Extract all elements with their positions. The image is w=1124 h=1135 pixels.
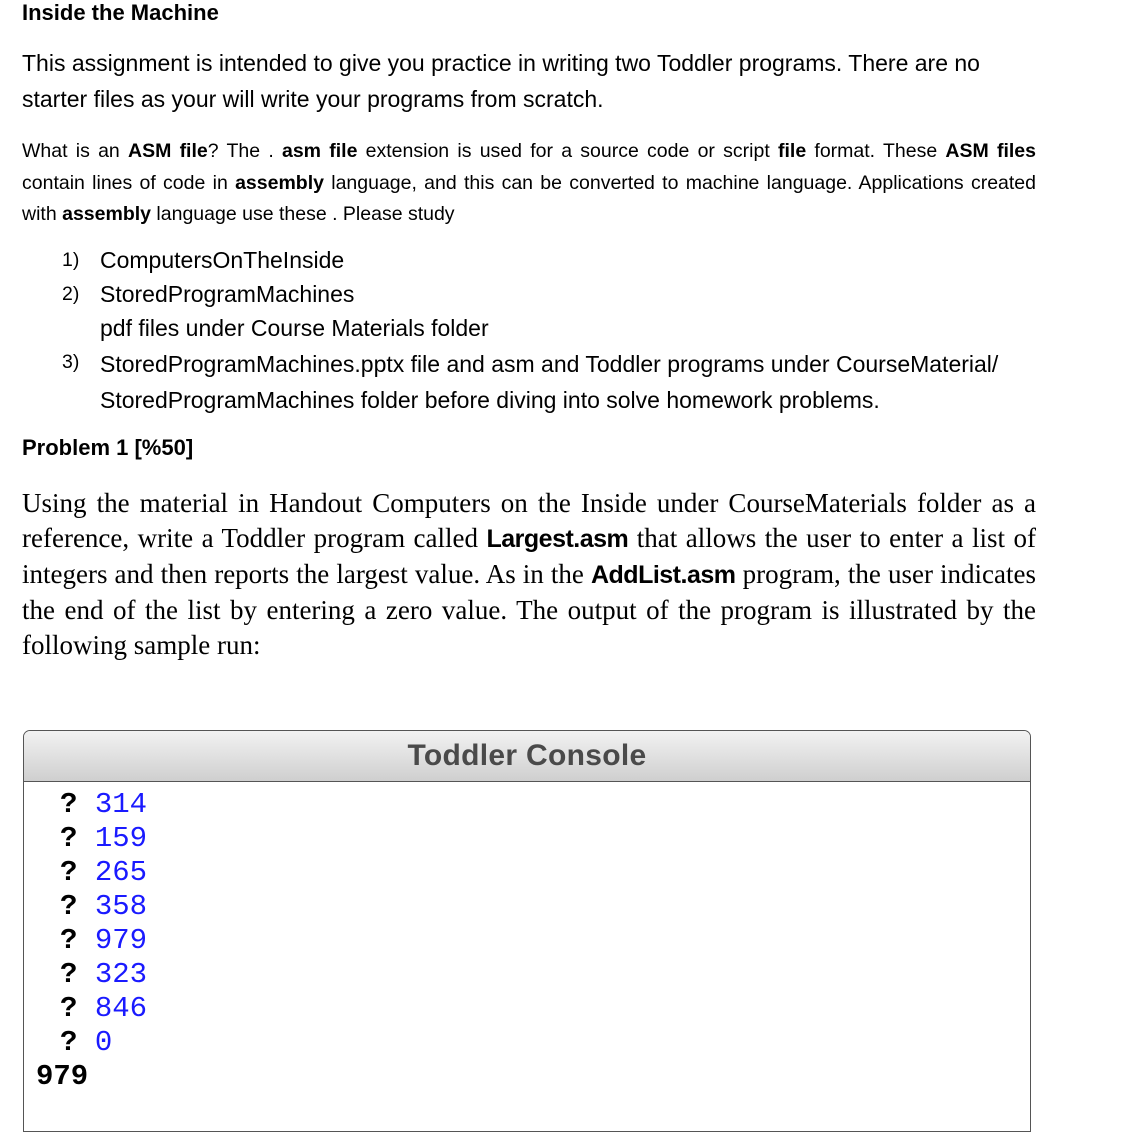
asm-bold: assembly: [62, 203, 152, 225]
list-item-subtext: pdf files under Course Materials folder: [100, 315, 489, 341]
console-title-bar: [24, 731, 1030, 782]
list-item: [0, 277, 1050, 345]
list-item-text: StoredProgramMachines.pptx file and asm and Toddler programs under CourseMaterial/ StoredProgramMachines folder before diving into solve homework problems.: [100, 351, 999, 413]
prompt-symbol: ?: [60, 992, 78, 1025]
asm-bold: file: [777, 140, 807, 162]
prompt-symbol: ?: [60, 788, 78, 821]
study-list: [0, 243, 1124, 418]
console-input-line: [36, 1026, 147, 1060]
list-item-number: 1): [62, 249, 80, 271]
asm-bold: ASM files: [945, 140, 1036, 162]
list-item: [0, 345, 1050, 418]
problem-description: [22, 486, 1036, 663]
console-input-line: [36, 890, 147, 924]
page-heading: Inside the Machine: [22, 0, 219, 25]
input-value: 314: [94, 788, 148, 821]
asm-text: contain lines of code in: [22, 171, 236, 194]
asm-bold: ASM file: [128, 140, 208, 162]
input-value: 323: [94, 958, 148, 991]
console-input-line: [36, 788, 147, 822]
list-item: [0, 243, 1050, 277]
asm-text: ? The .: [207, 140, 282, 162]
asm-text: format. These: [806, 140, 946, 162]
list-item-text: StoredProgramMachines: [100, 281, 355, 307]
filename-addlist: AddList.asm: [590, 561, 736, 589]
input-value: 846: [94, 992, 148, 1025]
console-input-line: [36, 856, 147, 890]
input-value: 265: [94, 856, 148, 889]
input-value: 358: [94, 890, 148, 923]
console-output: [36, 788, 147, 1094]
prompt-symbol: ?: [60, 958, 78, 991]
list-item-number: 3): [62, 351, 80, 373]
asm-bold: assembly: [235, 171, 324, 194]
toddler-console-window: [23, 730, 1031, 1132]
asm-text: What is an: [22, 140, 128, 162]
prompt-symbol: ?: [60, 1026, 78, 1059]
prompt-symbol: ?: [60, 856, 78, 889]
asm-text: language, and this can be converted to machine language. Applications created with: [22, 171, 1036, 225]
console-input-line: [36, 992, 147, 1026]
console-result-line: [36, 1060, 147, 1094]
list-item-number: 2): [62, 283, 80, 305]
problem-text: Using the material in Handout Computers on the Inside under CourseMaterials folder as a reference, write a Toddler program called: [22, 488, 1036, 553]
intro-paragraph: This assignment is intended to give you practice in writing two Toddler programs. There are no starter files as your will write your programs from scratch.: [22, 50, 980, 112]
problem-title: Problem 1 [%50]: [22, 435, 194, 460]
input-value: 0: [94, 1026, 113, 1059]
input-value: 979: [94, 924, 148, 957]
console-input-line: [36, 924, 147, 958]
prompt-symbol: ?: [60, 924, 78, 957]
asm-bold: asm file: [281, 140, 358, 162]
input-value: 159: [94, 822, 148, 855]
problem-text: that allows the user to enter a list of integers and then reports the largest value. As in the: [22, 523, 1036, 589]
console-title: Toddler Console: [407, 739, 647, 772]
filename-largest: Largest.asm: [486, 525, 629, 553]
asm-text: extension is used for a source code or script: [357, 140, 778, 162]
asm-text: language use these . Please study: [151, 203, 455, 225]
problem-text: program, the user indicates the end of the list by entering a zero value. The output of the program is illustrated by the following sample run:: [22, 559, 1036, 660]
console-input-line: [36, 958, 147, 992]
result-value: 979: [36, 1060, 89, 1093]
asm-description-paragraph: [22, 136, 1036, 231]
prompt-symbol: ?: [60, 822, 78, 855]
console-input-line: [36, 822, 147, 856]
list-item-text: ComputersOnTheInside: [100, 247, 345, 273]
prompt-symbol: ?: [60, 890, 78, 923]
